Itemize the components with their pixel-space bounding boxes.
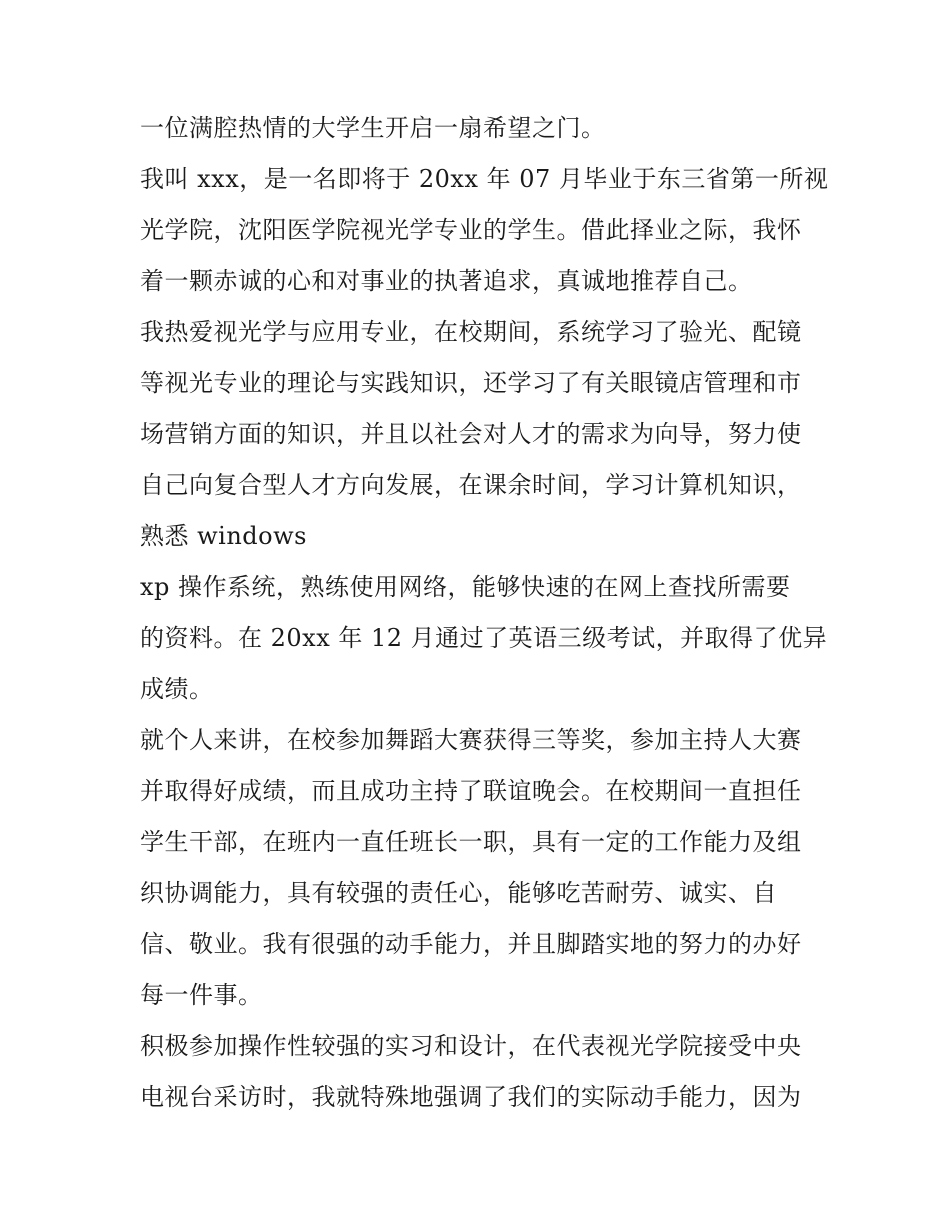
text-line: 着一颗赤诚的心和对事业的执著追求，真诚地推荐自己。	[140, 267, 753, 295]
text-line: 等视光专业的理论与实践知识，还学习了有关眼镜店管理和市	[140, 369, 802, 397]
document-body	[140, 103, 829, 1123]
text-line: 积极参加操作性较强的实习和设计，在代表视光学院接受中央	[140, 1032, 802, 1060]
text-line: 就个人来讲，在校参加舞蹈大赛获得三等奖，参加主持人大赛	[140, 726, 802, 754]
text-line: 一位满腔热情的大学生开启一扇希望之门。	[140, 114, 606, 142]
text-line: 电视台采访时，我就特殊地强调了我们的实际动手能力，因为	[140, 1083, 802, 1111]
text-line: 我热爱视光学与应用专业，在校期间，系统学习了验光、配镜	[140, 318, 802, 346]
text-line: 每一件事。	[140, 981, 263, 1009]
text-line: 光学院，沈阳医学院视光学专业的学生。借此择业之际，我怀	[140, 216, 802, 244]
text-line: 织协调能力，具有较强的责任心，能够吃苦耐劳、诚实、自	[140, 879, 777, 907]
text-line: 的资料。在 20xx 年 12 月通过了英语三级考试，并取得了优异	[140, 624, 828, 652]
text-line: 我叫 xxx，是一名即将于 20xx 年 07 月毕业于东三省第一所视	[140, 165, 829, 193]
text-line: 成绩。	[140, 675, 214, 703]
text-line: 场营销方面的知识，并且以社会对人才的需求为向导，努力使	[140, 420, 802, 448]
text-line: 自己向复合型人才方向发展，在课余时间，学习计算机知识，	[140, 471, 802, 499]
text-line: 信、敬业。我有很强的动手能力，并且脚踏实地的努力的办好	[140, 930, 802, 958]
text-line: 并取得好成绩，而且成功主持了联谊晚会。在校期间一直担任	[140, 777, 802, 805]
text-line: 熟悉 windows	[140, 522, 307, 550]
text-line: xp 操作系统，熟练使用网络，能够快速的在网上查找所需要	[140, 573, 791, 601]
text-line: 学生干部，在班内一直任班长一职，具有一定的工作能力及组	[140, 828, 802, 856]
